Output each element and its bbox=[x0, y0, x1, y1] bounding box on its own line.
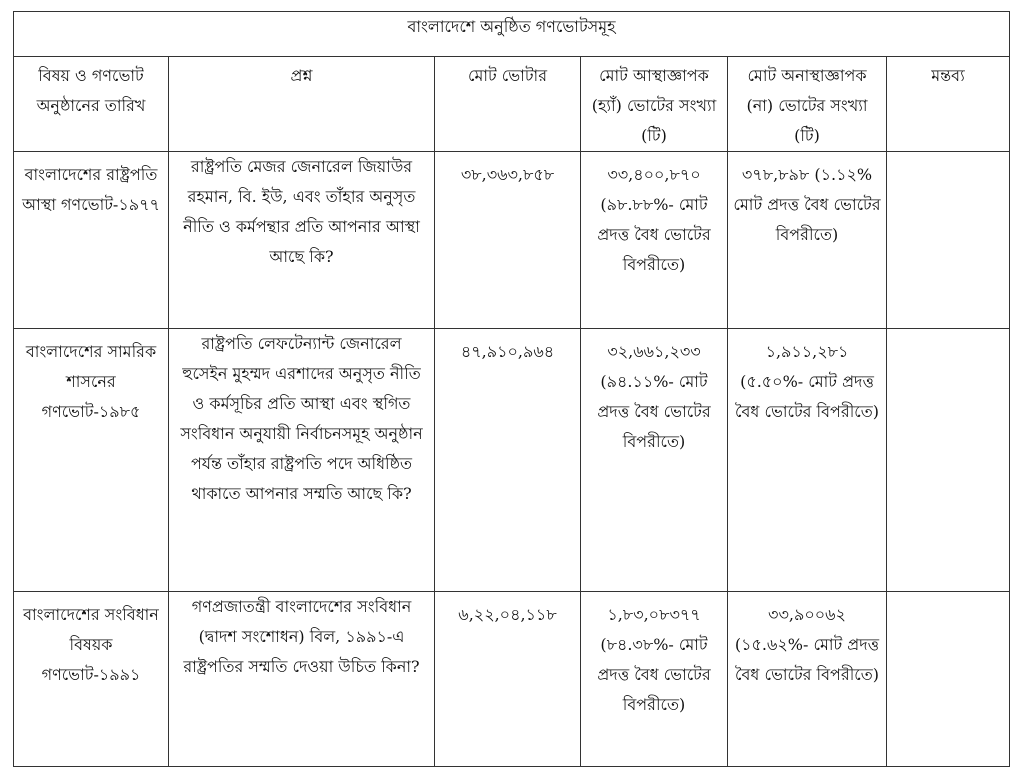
cell-yes-votes: ৩৩,৪০০,৮৭০ (৯৮.৮৮%- মোট প্রদত্ত বৈধ ভোটের বিপরীতে) bbox=[581, 152, 728, 329]
header-remarks: মন্তব্য bbox=[887, 57, 1010, 152]
cell-yes-votes: ১,৮৩,০৮৩৭৭ (৮৪.৩৮%- মোট প্রদত্ত বৈধ ভোটের বিপরীতে) bbox=[581, 592, 728, 767]
cell-question: রাষ্ট্রপতি মেজর জেনারেল জিয়াউর রহমান, বি. ইউ, এবং তাঁহার অনুসৃত নীতি ও কর্মপন্থার প্রতি আপনার আস্থা আছে কি? bbox=[169, 152, 435, 329]
header-no-votes: মোট অনাস্থাজ্ঞাপক (না) ভোটের সংখ্যা (টি) bbox=[728, 57, 887, 152]
table-row bbox=[14, 152, 1010, 329]
table-row bbox=[14, 592, 1010, 767]
cell-yes-votes: ৩২,৬৬১,২৩৩ (৯৪.১১%- মোট প্রদত্ত বৈধ ভোটের বিপরীতে) bbox=[581, 329, 728, 592]
header-yes-votes: মোট আস্থাজ্ঞাপক (হ্যাঁ) ভোটের সংখ্যা (টি) bbox=[581, 57, 728, 152]
cell-question: রাষ্ট্রপতি লেফটেন্যান্ট জেনারেল হুসেইন মুহম্মদ এরশাদের অনুসৃত নীতি ও কর্মসূচির প্রতি আস্থা এবং স্থগিত সংবিধান অনুযায়ী নির্বাচনসমূহ অনুষ্ঠান পর্যন্ত তাঁহার রাষ্ট্রপতি পদে অধিষ্ঠিত থাকাতে আপনার সম্মতি আছে কি? bbox=[169, 329, 435, 592]
cell-total-voters: ৬,২২,০৪,১১৮ bbox=[435, 592, 581, 767]
cell-subject: বাংলাদেশের সামরিক শাসনের গণভোট-১৯৮৫ bbox=[14, 329, 169, 592]
referendum-table bbox=[13, 11, 1010, 767]
cell-remarks bbox=[887, 329, 1010, 592]
header-total-voters: মোট ভোটার bbox=[435, 57, 581, 152]
table-row bbox=[14, 329, 1010, 592]
table-title-row bbox=[14, 12, 1010, 57]
header-question: প্রশ্ন bbox=[169, 57, 435, 152]
cell-total-voters: ৩৮,৩৬৩,৮৫৮ bbox=[435, 152, 581, 329]
table-title: বাংলাদেশে অনুষ্ঠিত গণভোটসমূহ bbox=[14, 12, 1010, 57]
cell-remarks bbox=[887, 592, 1010, 767]
cell-question: গণপ্রজাতন্ত্রী বাংলাদেশের সংবিধান (দ্বাদশ সংশোধন) বিল, ১৯৯১-এ রাষ্ট্রপতির সম্মতি দেওয়া উচিত কিনা? bbox=[169, 592, 435, 767]
cell-remarks bbox=[887, 152, 1010, 329]
table-header-row bbox=[14, 57, 1010, 152]
cell-total-voters: ৪৭,৯১০,৯৬৪ bbox=[435, 329, 581, 592]
cell-no-votes: ৩৩,৯০০৬২ (১৫.৬২%- মোট প্রদত্ত বৈধ ভোটের বিপরীতে) bbox=[728, 592, 887, 767]
cell-no-votes: ১,৯১১,২৮১ (৫.৫০%- মোট প্রদত্ত বৈধ ভোটের বিপরীতে) bbox=[728, 329, 887, 592]
header-subject: বিষয় ও গণভোট অনুষ্ঠানের তারিখ bbox=[14, 57, 169, 152]
cell-subject: বাংলাদেশের রাষ্ট্রপতি আস্থা গণভোট-১৯৭৭ bbox=[14, 152, 169, 329]
cell-no-votes: ৩৭৮,৮৯৮ (১.১২% মোট প্রদত্ত বৈধ ভোটের বিপরীতে) bbox=[728, 152, 887, 329]
cell-subject: বাংলাদেশের সংবিধান বিষয়ক গণভোট-১৯৯১ bbox=[14, 592, 169, 767]
